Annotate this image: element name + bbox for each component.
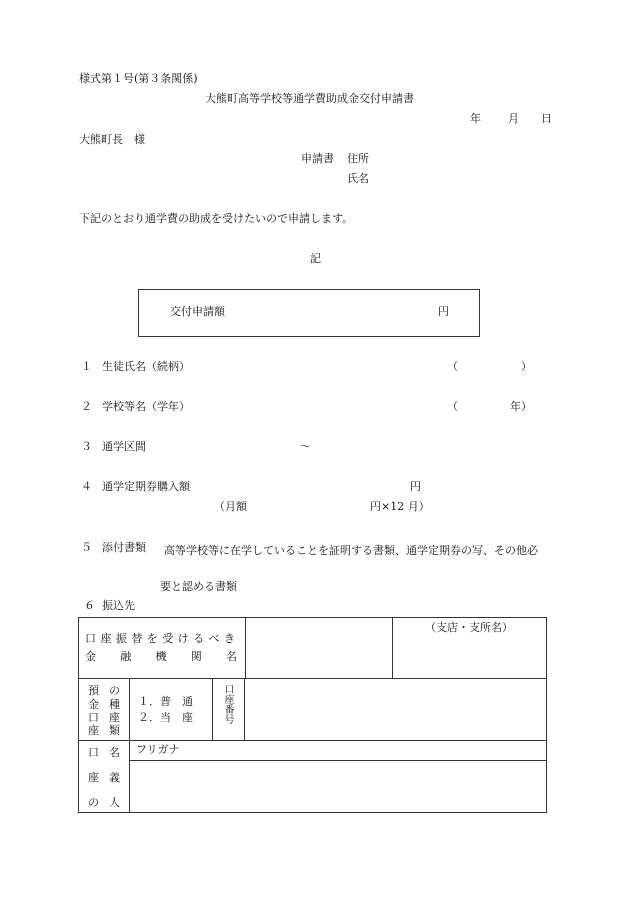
name-label: 氏名 — [347, 172, 369, 185]
form-number: 様式第１号(第３条関係) — [79, 72, 198, 85]
amount-label: 交付申請額 — [170, 305, 225, 318]
ki-heading: 記 — [310, 252, 321, 265]
item4-monthly-open: （月額 — [214, 500, 247, 513]
deposit-type-label-line3: 口座 — [88, 711, 120, 724]
item4-unit: 円 — [410, 480, 421, 493]
bank-name-label-line1: 口座振替を受けるべき — [85, 632, 237, 645]
item4-label: 通学定期券購入額 — [102, 480, 190, 493]
deposit-type-label-line2: 金種 — [88, 698, 120, 711]
item2-label: 学校等名（学年） — [102, 400, 190, 413]
amount-unit: 円 — [438, 305, 449, 318]
date-day-label: 日 — [541, 112, 552, 125]
account-number-label: 口座番号 — [222, 684, 233, 724]
item1-paren-close: ） — [521, 360, 532, 373]
bank-table-col-divider-2 — [392, 617, 393, 678]
account-type-option-ordinary: １．普 通 — [138, 695, 193, 708]
item5-text-line1: 高等学校等に在学していることを証明する書類、通学定期券の写、その他必 — [164, 544, 538, 557]
account-holder-label-line1: 口名 — [88, 746, 120, 759]
bank-table-row-divider-2 — [78, 740, 547, 741]
item5-text — [164, 541, 548, 561]
bank-name-label-line2: 金融機関名 — [85, 650, 237, 663]
item3-number: ３ — [81, 440, 92, 453]
date-month-label: 月 — [508, 112, 519, 125]
item3-tilde: ～ — [300, 440, 311, 453]
item1-number: １ — [81, 360, 92, 373]
item3-label: 通学区間 — [102, 440, 146, 453]
item5-label: 添付書類 — [102, 541, 146, 554]
branch-label: （支店・支所名） — [425, 621, 513, 634]
intro-text: 下記のとおり通学費の助成を受けたいので申請します。 — [79, 212, 354, 225]
item1-label: 生徒氏名（続柄） — [102, 360, 190, 373]
item4-monthly-calc: 円×12 月） — [370, 500, 430, 513]
item6-label: 振込先 — [102, 599, 135, 612]
applicant-label: 申請書 — [301, 152, 334, 165]
item2-suffix: 年） — [510, 400, 532, 413]
furigana-label: フリガナ — [136, 743, 180, 756]
item5-text-line2: 要と認める書類 — [160, 580, 237, 593]
account-holder-label-line3: の人 — [88, 796, 120, 809]
deposit-type-label-line4: 座類 — [88, 724, 120, 737]
account-type-option-current: ２．当 座 — [138, 711, 193, 724]
item1-paren-open: （ — [447, 360, 458, 373]
bank-table-row-divider-1 — [78, 678, 547, 679]
bank-table-col-divider-3 — [129, 678, 130, 813]
date-year-label: 年 — [470, 112, 481, 125]
bank-table-furigana-divider — [129, 760, 547, 761]
form-title: 大熊町高等学校等通学費助成金交付申請書 — [205, 92, 414, 105]
item2-number: ２ — [81, 400, 92, 413]
addressee: 大熊町長 様 — [79, 133, 145, 146]
item6-number: ６ — [84, 599, 95, 612]
account-holder-label-line2: 座義 — [88, 771, 120, 784]
address-label: 住所 — [347, 152, 369, 165]
bank-table-col-divider-4 — [212, 678, 213, 740]
item2-paren-open: （ — [447, 400, 458, 413]
item4-number: ４ — [81, 480, 92, 493]
bank-table-col-divider-1 — [245, 617, 246, 678]
item5-number: ５ — [81, 541, 92, 554]
bank-table-col-divider-5 — [244, 678, 245, 740]
deposit-type-label-line1: 預の — [88, 684, 120, 697]
